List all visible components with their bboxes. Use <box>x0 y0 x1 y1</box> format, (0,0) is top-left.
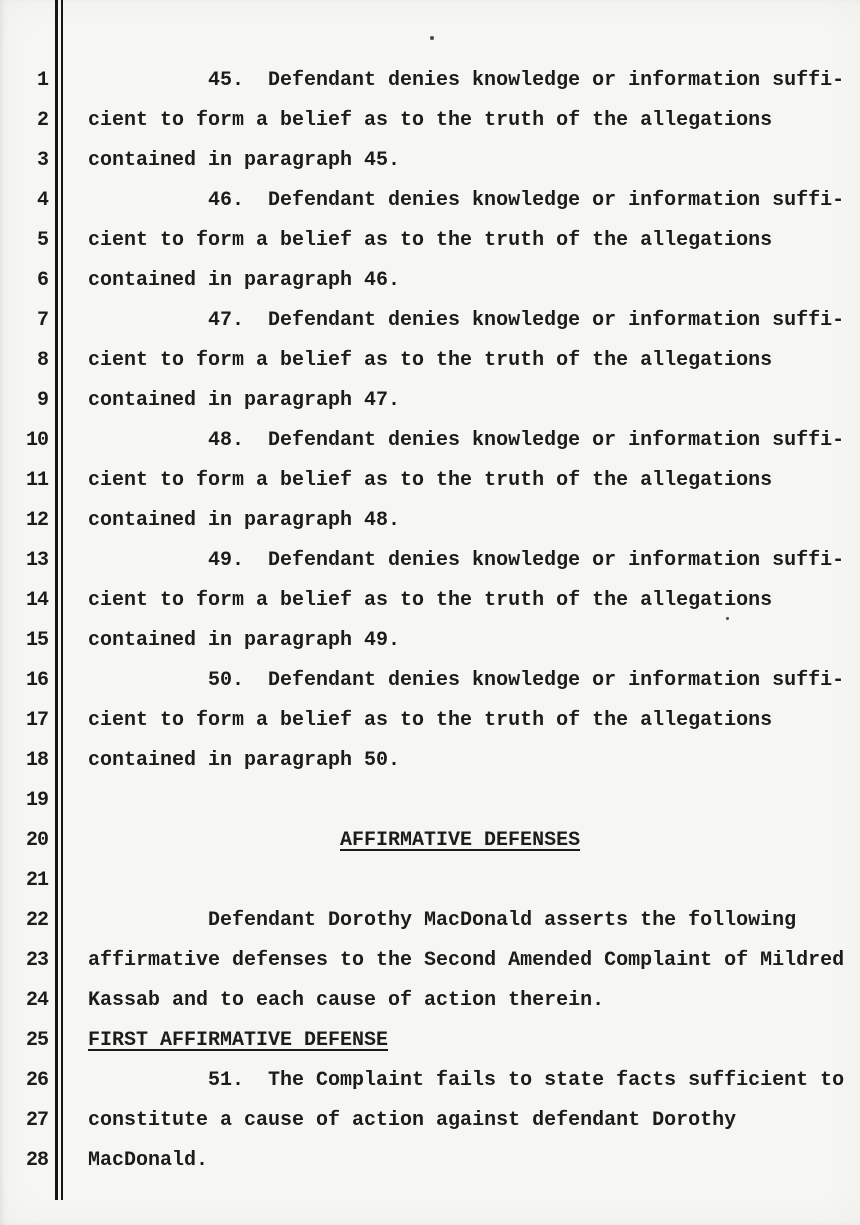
line-text: 51. The Complaint fails to state facts sufficient to <box>208 1069 845 1092</box>
line-text: affirmative defenses to the Second Amended Complaint of Mildred <box>88 949 845 972</box>
line-number: 4 <box>36 189 48 212</box>
pleading-line <box>0 701 860 741</box>
line-text: cient to form a belief as to the truth of the allegations <box>88 229 773 252</box>
line-number: 20 <box>25 829 48 852</box>
line-text: 45. Defendant denies knowledge or information suffi- <box>208 69 845 92</box>
pleading-line <box>0 741 860 781</box>
line-text: contained in paragraph 49. <box>88 629 401 652</box>
pleading-line <box>0 781 860 821</box>
line-text: cient to form a belief as to the truth of the allegations <box>88 469 773 492</box>
pleading-line <box>0 821 860 861</box>
pleading-line <box>0 61 860 101</box>
pleading-line <box>0 301 860 341</box>
line-number: 25 <box>25 1029 48 1052</box>
line-number: 12 <box>25 509 48 532</box>
line-number: 14 <box>25 589 48 612</box>
pleading-line <box>0 621 860 661</box>
line-number: 19 <box>25 789 48 812</box>
pleading-line <box>0 901 860 941</box>
line-text: contained in paragraph 46. <box>88 269 401 292</box>
pleading-line <box>0 941 860 981</box>
line-text: 48. Defendant denies knowledge or information suffi- <box>208 429 845 452</box>
line-number: 17 <box>25 709 48 732</box>
pleading-line <box>0 1141 860 1181</box>
line-number: 5 <box>36 229 48 252</box>
line-text: 50. Defendant denies knowledge or information suffi- <box>208 669 845 692</box>
line-text <box>48 861 860 901</box>
line-number: 3 <box>36 149 48 172</box>
pleading-line <box>0 461 860 501</box>
pleading-line <box>0 141 860 181</box>
line-text: MacDonald. <box>88 1149 209 1172</box>
pleading-line <box>0 421 860 461</box>
pleading-line <box>0 981 860 1021</box>
line-number: 24 <box>25 989 48 1012</box>
line-number: 9 <box>36 389 48 412</box>
line-text: contained in paragraph 45. <box>88 149 401 172</box>
line-number: 22 <box>25 909 48 932</box>
line-number: 7 <box>36 309 48 332</box>
pleading-lines <box>0 61 860 1181</box>
pleading-line <box>0 1021 860 1061</box>
pleading-line <box>0 861 860 901</box>
pleading-line <box>0 501 860 541</box>
pleading-line <box>0 661 860 701</box>
line-number: 28 <box>25 1149 48 1172</box>
pleading-line <box>0 1101 860 1141</box>
line-number: 13 <box>25 549 48 572</box>
pleading-line <box>0 581 860 621</box>
line-text: contained in paragraph 47. <box>88 389 401 412</box>
line-text: 46. Defendant denies knowledge or information suffi- <box>208 189 845 212</box>
line-text: constitute a cause of action against defendant Dorothy <box>88 1109 737 1132</box>
line-text: Defendant Dorothy MacDonald asserts the following <box>208 909 797 932</box>
line-text: AFFIRMATIVE DEFENSES <box>340 829 581 852</box>
line-number: 6 <box>36 269 48 292</box>
line-number: 16 <box>25 669 48 692</box>
line-text: FIRST AFFIRMATIVE DEFENSE <box>88 1029 389 1052</box>
line-text: 47. Defendant denies knowledge or information suffi- <box>208 309 845 332</box>
line-number: 2 <box>36 109 48 132</box>
line-text <box>48 781 860 821</box>
line-number: 15 <box>25 629 48 652</box>
scan-speck <box>430 36 434 40</box>
line-text: contained in paragraph 50. <box>88 749 401 772</box>
line-text: Kassab and to each cause of action therein. <box>88 989 605 1012</box>
line-number: 23 <box>25 949 48 972</box>
pleading-line <box>0 221 860 261</box>
line-number: 11 <box>25 469 48 492</box>
line-text: 49. Defendant denies knowledge or information suffi- <box>208 549 845 572</box>
pleading-line <box>0 341 860 381</box>
pleading-line <box>0 261 860 301</box>
line-number: 8 <box>36 349 48 372</box>
line-number: 18 <box>25 749 48 772</box>
line-text: cient to form a belief as to the truth of the allegations <box>88 109 773 132</box>
pleading-line <box>0 181 860 221</box>
line-number: 27 <box>25 1109 48 1132</box>
line-text: cient to form a belief as to the truth of the allegations <box>88 589 773 612</box>
pleading-line <box>0 101 860 141</box>
line-number: 26 <box>25 1069 48 1092</box>
pleading-line <box>0 1061 860 1101</box>
line-text: contained in paragraph 48. <box>88 509 401 532</box>
line-number: 1 <box>36 69 48 92</box>
line-number: 21 <box>25 869 48 892</box>
pleading-line <box>0 381 860 421</box>
pleading-line <box>0 541 860 581</box>
line-number: 10 <box>25 429 48 452</box>
line-text: cient to form a belief as to the truth of the allegations <box>88 349 773 372</box>
line-text: cient to form a belief as to the truth of the allegations <box>88 709 773 732</box>
